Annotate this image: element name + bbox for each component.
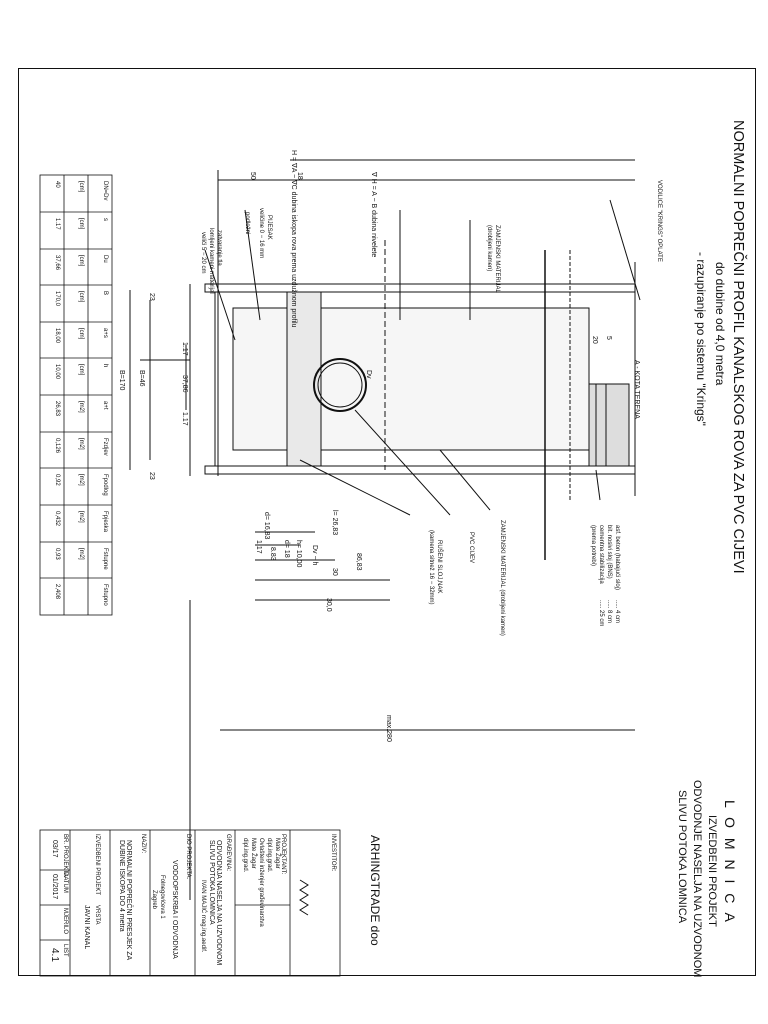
dim-1-17-a: 1.17 bbox=[181, 342, 188, 356]
table-cell: 170,0 bbox=[54, 291, 60, 307]
table-cell: [m2] bbox=[78, 548, 84, 560]
part-address-1: Folnegovićeva 1 bbox=[159, 875, 165, 919]
table-cell: 40 bbox=[54, 181, 60, 188]
building-name: ODVODNJA NASELJA NA UZVODNOM SLIVU POTOKA LOMNICA bbox=[208, 840, 222, 966]
table-cell: 18,00 bbox=[54, 328, 60, 344]
dim-h-top: H = ∇A − ∇C dubina iskopa rova prema uzdužnom profilu bbox=[290, 150, 297, 328]
sheet-label: LIST bbox=[62, 944, 68, 957]
table-cell: 10,00 bbox=[54, 364, 60, 380]
sheet-number: 4.1 bbox=[49, 948, 60, 962]
project-no-label: BR. PROJEKTA bbox=[62, 834, 68, 877]
dim-5: 5 bbox=[605, 336, 612, 340]
table-cell: 2,408 bbox=[54, 584, 60, 600]
label-asphalt-1: asf. beton (habajući sloj) bbox=[614, 525, 620, 591]
dim-20: 20 bbox=[591, 336, 598, 344]
label-zatvaranje-2: lomljeni kameni materijal bbox=[208, 228, 214, 294]
project-no: 03/17 bbox=[51, 840, 58, 858]
dim-18: 18 bbox=[296, 172, 303, 180]
table-cell: 26,83 bbox=[54, 401, 60, 417]
table-cell: [cm] bbox=[78, 291, 84, 303]
fill-zone bbox=[233, 308, 589, 450]
designer-4: dipl.ing.grad. bbox=[242, 838, 248, 873]
table-cell: [cm] bbox=[78, 364, 84, 376]
table-cell: Fstupne bbox=[102, 548, 108, 570]
dim-86-83: 86,83 bbox=[355, 553, 362, 571]
dim-23b: 23 bbox=[148, 472, 155, 480]
chief-engineer: IVAN MAJIĆ mag.ing.aedif. bbox=[200, 880, 206, 953]
table-cell: [m2] bbox=[78, 438, 84, 450]
stage-label: IZVEDBENI PROJEKT bbox=[94, 834, 100, 896]
label-asphalt-3: cementna stabilizacija bbox=[598, 525, 604, 584]
value-asphalt-3: ..... 25 cm bbox=[598, 600, 604, 627]
table-cell: Fstupno bbox=[102, 584, 108, 606]
dim-1-17-b: 1.17 bbox=[181, 412, 188, 426]
drawing-label: NAZIV: bbox=[140, 834, 146, 854]
dim-d-1-17: 1.17 bbox=[255, 540, 262, 554]
dim-h-second: ∇ H = A − B dubina nivelete bbox=[370, 172, 377, 258]
dim-h-10: h= 10,00 bbox=[295, 540, 302, 568]
company-name: ARHINGTRADE doo bbox=[368, 835, 382, 946]
table-cell: 0,92 bbox=[54, 474, 60, 486]
designer-3: Mate Žagar bbox=[250, 838, 256, 869]
label-pijesak-2: veličine 0 − 16 mm bbox=[258, 208, 264, 259]
project-sub-3: SLIVU POTOKA LOMNICA bbox=[676, 790, 688, 924]
table-cell: a+s bbox=[102, 328, 108, 338]
dim-23a: 23 bbox=[148, 293, 155, 301]
label-zatvaranje-3: veliči 5 − 20 cm bbox=[200, 232, 206, 274]
signature-stamp bbox=[300, 880, 308, 915]
part-name: VODOOPSKRBA I ODVODNJA bbox=[171, 860, 178, 959]
part-address-2: Zagreb bbox=[151, 890, 157, 910]
drawing-title-2: do dubine od 4,0 metra bbox=[713, 262, 727, 386]
table-cell: [m2] bbox=[78, 401, 84, 413]
dim-37-86: 37,86 bbox=[181, 375, 188, 393]
table-cell: 1.17 bbox=[54, 218, 60, 230]
project-sub-2: ODVODNJE NASELJA NA UZVODNOM bbox=[691, 780, 703, 978]
label-asphalt-2: bit. nosivi sloj (BNS) bbox=[606, 525, 612, 579]
table-cell: s bbox=[102, 218, 108, 221]
designer-2: Ovlašteni inženjer građevinarstva bbox=[258, 838, 264, 927]
scale-label: MJERILO bbox=[62, 908, 68, 935]
designer-1b: dipl.ing.grad. bbox=[266, 838, 272, 873]
investor-label: INVESTITOR: bbox=[330, 834, 336, 872]
table-cell: 0,432 bbox=[54, 511, 60, 527]
table-cell: Du bbox=[102, 255, 108, 263]
dim-dv: Dv bbox=[365, 370, 372, 379]
table-cell: B bbox=[102, 291, 108, 296]
table-cell: Fzdjev bbox=[102, 438, 108, 456]
asphalt-layers bbox=[589, 384, 629, 466]
dim-30-0: 30,0 bbox=[325, 598, 332, 612]
label-pvc-cijev: PVC CIJEV bbox=[468, 532, 474, 564]
dim-b170: B=170 bbox=[118, 370, 125, 391]
label-podlozni: podložni bbox=[244, 212, 250, 235]
dim-d-16-83: d= 16,83 bbox=[263, 512, 270, 540]
table-cell: Fpodlog bbox=[102, 474, 108, 496]
dim-50: 50 bbox=[249, 172, 256, 180]
table-cell: [cm] bbox=[78, 181, 84, 193]
table-cell: [cm] bbox=[78, 255, 84, 267]
table-cell: Fpjeska bbox=[102, 511, 108, 533]
table-cell: [m2] bbox=[78, 474, 84, 486]
table-cell: 0,126 bbox=[54, 438, 60, 454]
label-zamjenski-top-2: (drobljeni kamen) bbox=[486, 225, 492, 272]
date-label: DATUM bbox=[62, 872, 68, 893]
kota-terena-label: A - KOTA TERENA bbox=[633, 360, 640, 419]
drawing-title-1: NORMALNI POPREČNI PROFIL KANALSKOG ROVA ZA PVC CIJEVI bbox=[730, 120, 746, 574]
drawing-title-3: - razupiranje po sistemu "Krings" bbox=[694, 252, 708, 426]
building-label: GRAĐEVINA: bbox=[225, 834, 231, 872]
dim-l-26-83: l= 26,83 bbox=[331, 510, 338, 536]
label-zamjenski-top-1: ZAMJENSKI MATERIJAL bbox=[494, 225, 500, 293]
designer-1: Mate Žagar bbox=[274, 838, 280, 869]
label-pijesak-1: PIJESAK bbox=[266, 215, 272, 240]
project-name: L O M N I C A bbox=[722, 800, 738, 925]
table-cell: [m2] bbox=[78, 511, 84, 523]
label-asphalt-4: (prema potrebi) bbox=[590, 525, 596, 567]
type-label: VRSTA bbox=[94, 905, 100, 925]
label-ruseni-2: (kamena sitnež 16 − 32mm) bbox=[428, 530, 434, 605]
date-value: 01/2017 bbox=[51, 874, 58, 900]
label-ruseni-1: RUŠENI SLOJ,NAK bbox=[436, 540, 442, 594]
table-cell: 37,66 bbox=[54, 255, 60, 271]
dim-d-18: d= 18 bbox=[283, 540, 290, 558]
value-asphalt-2: ..... 8 cm bbox=[606, 600, 612, 624]
part-label: DIO PROJEKTA: bbox=[185, 834, 191, 880]
dim-d-8-83: 8.83 bbox=[269, 547, 276, 561]
dim-30: 30 bbox=[331, 568, 338, 576]
label-krings: VODILICE "KRINGS" OPLATE bbox=[656, 180, 662, 262]
dim-max280: max.280 bbox=[385, 715, 392, 742]
table-cell: a+t bbox=[102, 401, 108, 410]
drawing-name: NORMALNI POPREČNI PRESJEK ZA DUBINE ISKOPA DO 4 metra bbox=[118, 840, 132, 960]
dim-b46: B=46 bbox=[138, 370, 145, 387]
designer-label: PROJEKTANT: bbox=[280, 834, 286, 875]
project-sub-1: IZVEDBENI PROJEKT bbox=[706, 815, 718, 927]
value-asphalt-1: ..... 4 cm bbox=[614, 600, 620, 624]
table-cell: [cm] bbox=[78, 328, 84, 340]
table-cell: DN=Dv bbox=[102, 181, 108, 201]
dim-dv-h: Dv − h bbox=[311, 545, 318, 566]
type-value: JAVNI KANAL bbox=[83, 905, 90, 950]
table-cell: 0,93 bbox=[54, 548, 60, 560]
table-cell: h bbox=[102, 364, 108, 368]
label-zamjenski-bottom: ZAMJENSKI MATERIJAL (drobljeni kamen) bbox=[499, 520, 505, 636]
table-cell: [cm] bbox=[78, 218, 84, 230]
label-zatvaranje-1: zatvaranje tla bbox=[216, 230, 222, 266]
